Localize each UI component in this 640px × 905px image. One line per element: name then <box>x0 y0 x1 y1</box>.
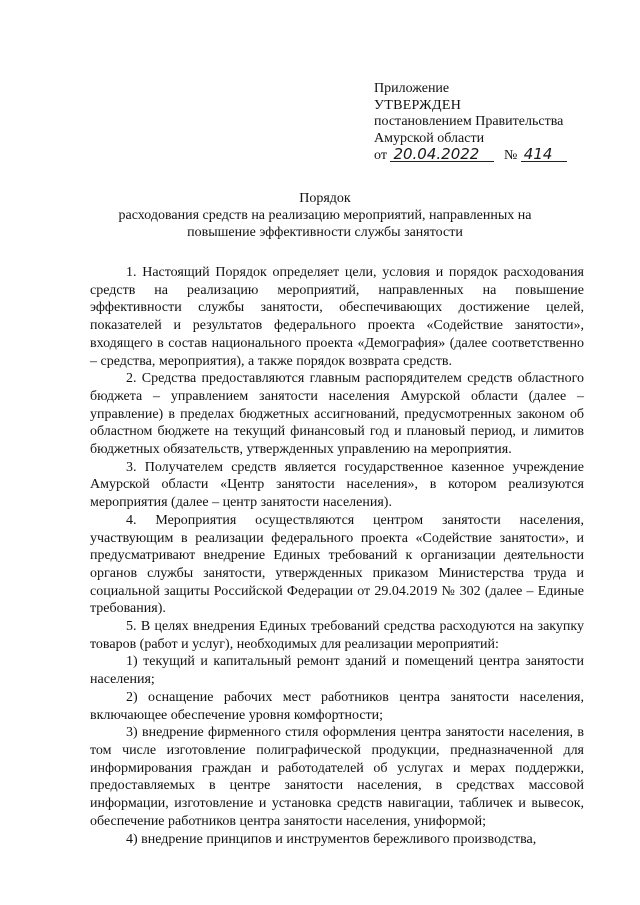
paragraph-2: 2. Средства предоставляются главным распорядителем средств областного бюджета – управлением занятости населения Амурской области (далее – управление) в пределах бюджетных ассигнований, предусмотренных законом об областном бюджете на текущий финансовый год и плановый период, и лимитов бюджетных обязательств, утвержденных управлению на мероприятия. <box>90 371 584 458</box>
title-line-2: расходования средств на реализацию мероприятий, направленных на <box>118 208 532 223</box>
title-line-3: повышение эффективности службы занятости <box>187 225 463 240</box>
document-title <box>90 190 560 241</box>
document-body <box>90 264 584 848</box>
resolution-label: постановлением Правительства <box>374 114 564 129</box>
list-item-3: 3) внедрение фирменного стиля оформления центра занятости населения, в том числе изготовление полиграфической продукции, предназначенной для информирования граждан и работодателей об услугах и мерах поддержки, предоставляемых в центре занятости населения, в средствах массовой информации, изготовление и установка средств навигации, табличек и вывесок, обеспечение работников центра занятости населения, униформой; <box>90 725 584 829</box>
handwritten-date: 20.04.2022 <box>390 147 494 162</box>
date-number-line <box>374 147 624 165</box>
approved-label: УТВЕРЖДЕН <box>374 97 462 113</box>
paragraph-4: 4. Мероприятия осуществляются центром занятости населения, участвующим в реализации федерального проекта «Содействие занятости», и предусматривают внедрение Единых требований к организации деятельности органов службы занятости, утвержденных приказом Министерства труда и социальной защиты Российской Федерации от 29.04.2019 № 302 (далее – Единые требования). <box>90 512 584 617</box>
date-prefix: от <box>374 148 387 163</box>
number-prefix: № <box>503 148 518 163</box>
paragraph-1: 1. Настоящий Порядок определяет цели, условия и порядок расходования средств на реализацию мероприятий, направленных на повышение эффективности службы занятости, обеспечивающих достижение целей, показателей и результатов федерального проекта «Содействие занятости», входящего в состав национального проекта «Демография» (далее соответственно – средства, мероприятия), а также порядок возврата средств. <box>90 265 584 369</box>
list-item-4: 4) внедрение принципов и инструментов бережливого производства, <box>126 831 537 847</box>
paragraph-5: 5. В целях внедрения Единых требований средства расходуются на закупку товаров (работ и услуг), необходимых для реализации мероприятий: <box>90 619 584 652</box>
handwritten-number: 414 <box>521 147 567 162</box>
appendix-label: Приложение <box>374 81 450 96</box>
paragraph-3: 3. Получателем средств является государственное казенное учреждение Амурской области «Центр занятости населения», в котором реализуются мероприятия (далее – центр занятости населения). <box>90 459 584 511</box>
list-item-2: 2) оснащение рабочих мест работников центра занятости населения, включающее обеспечение уровня комфортности; <box>90 689 584 723</box>
region-label: Амурской области <box>374 130 485 146</box>
approval-stamp-block <box>374 81 624 165</box>
list-item-1: 1) текущий и капитальный ремонт зданий и помещений центра занятости населения; <box>90 654 584 688</box>
title-line-1: Порядок <box>299 191 351 206</box>
